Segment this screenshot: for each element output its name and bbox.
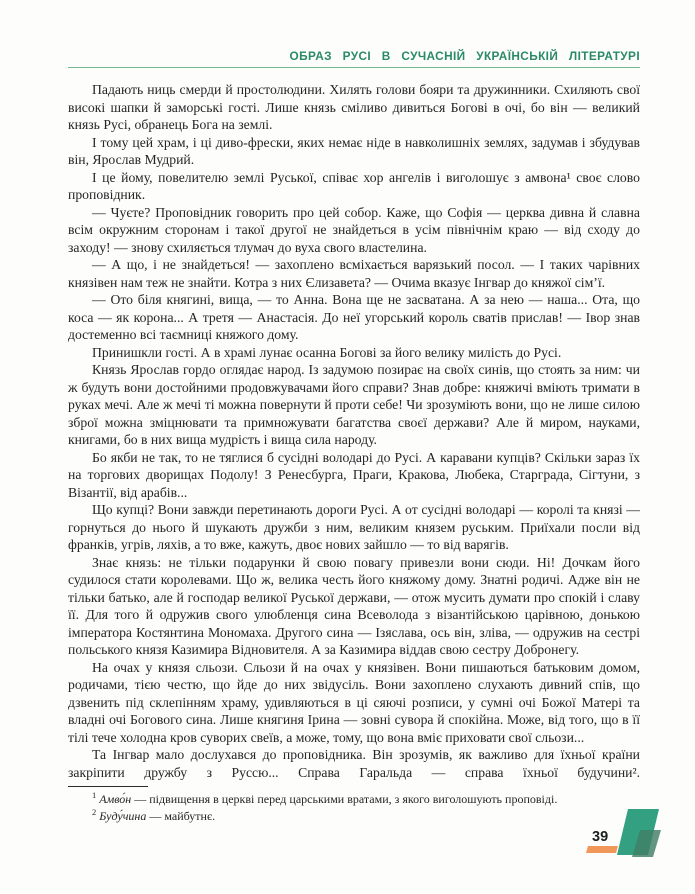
paragraph: На очах у князя сльози. Сльози й на очах у князівен. Вони пишаються батьковим домом, родичами, тією честю, що йде до них звідусіль. Вони захоплено слухають дивний спів, що дзвенить під склепінням храму, удивляються в ці сяючі розписи, у сумні очі Божої Матері та владні очі Богового сина. Лише княгиня Ірина — зовні сувора й спокійна. Може, від того, що в її тілі тече холодна кров суворих свеїв, а може, тому, що вона вміє приховати свої сльози...	[68, 659, 640, 745]
paragraph: І це йому, повелителю землі Руської, співає хор ангелів і виголошує з амвона¹ своє слово проповідник.	[68, 169, 640, 202]
footnote-marker: 1	[92, 790, 97, 800]
footnote-marker: 2	[92, 806, 97, 817]
footnote-separator	[68, 786, 148, 787]
running-header-title: ОБРАЗ РУСІ В СУЧАСНІЙ УКРАЇНСЬКІЙ ЛІТЕРАТУРІ	[289, 49, 640, 63]
footnote-term: Амво́н	[99, 792, 132, 806]
paragraph: — Чуєте? Проповідник говорить про цей собор. Каже, що Софія — церква дивна й славна всім окружним сторонам і такої другої не знайдеться в усім північнім краю — від сходу до заходу! — знову схиляється тлумач до вуха свого властелина.	[68, 204, 640, 255]
orange-bar-shape	[586, 846, 618, 853]
footnote-text: — підвищення в церкві перед царськими вратами, з якого виголошують проповіді.	[134, 792, 558, 806]
page-number: 39	[592, 829, 609, 845]
paragraph: Князь Ярослав гордо оглядає народ. Із задумою позирає на своїх синів, що стоять за ним: чи ж будуть вони достойними продовжувачами його справи? Знав добре: княжичі вміють тримати в руках мечі. Але ж мечі ті можна повернути й проти себе! Чи зрозуміють вони, що не лише силою зброї можна зміцнювати та примножувати багатства своєї держави? Але й миром, науками, книгами, бо в них вища мудрість і вища сила народу.	[68, 362, 640, 447]
paragraph: Падають ниць смерди й простолюдини. Хилять голови бояри та дружинники. Схиляють свої високі шапки й заморські гості. Лише князь сміливо дивиться Богові в очі, бо він — великий князь Русі, обранець Бога на землі.	[68, 82, 640, 132]
paragraph: І тому цей храм, і ці диво-фрески, яких немає ніде в навколишніх землях, задумав і збудував він, Ярослав Мудрий.	[68, 134, 640, 167]
header-rule	[68, 67, 640, 68]
paragraph: Принишкли гості. А в храмі лунає осанна Богові за його велику милість до Русі.	[92, 344, 562, 360]
paragraph: Що купці? Вони завжди перетинають дороги Русі. А от сусідні володарі — королі та князі — горнуться до нього й шукають дружби з ним, великим князем руським. Приїхали посли від франків, угрів, ляхів, а то вже, кажуть, двоє нових зайшло — то від варягів.	[68, 502, 640, 552]
footnote	[68, 808, 640, 825]
paragraph: Знає князь: не тільки подарунки й свою повагу привезли вони сюди. Ні! Дочкам його судилося стати королевами. Що ж, велика честь його княжому дому. Знатні родичі. Адже він не тільки батько, але й господар великої Руської держави, — отож мусить думати про спокій і славу її. Для того й одружив свого улюбленця сина Всеволода з візантійською царівною, донькою імператора Костянтина Мономаха. Другого сина — Ізяслава, ось він, зліва, — одружив на сестрі польського князя Казимира Відновителя. А за Казимира віддав свою сестру Добронегу.	[68, 554, 640, 657]
paragraph: — Ото біля княгині, вища, — то Анна. Вона ще не засватана. А за нею — наша... Ота, що коса — як корона... А третя — Анастасія. До неї угорський король сватів прислав! — Івор знав достеменно всі таємниці княжого дому.	[68, 292, 640, 342]
paragraph: Бо якби не так, то не тяглися б сусідні володарі до Русі. А каравани купців? Скільки зараз їх на торгових дворищах Подолу! З Ренесбурга, Праги, Кракова, Любека, Старграда, Сігтуни, з Візантії, від арабів...	[68, 449, 640, 500]
footnotes-section	[68, 786, 640, 824]
page-corner	[580, 800, 695, 870]
footnote-term: Буду́чина	[99, 808, 147, 823]
paragraph: Та Інгвар мало дослухався до проповідника. Він зрозумів, як важливо для їхньої країни закріпити дружбу з Руссю... Справа Гаральда — справа їхньої будучини².	[68, 747, 640, 780]
article-body	[68, 81, 640, 781]
footnote-text: — майбутнє.	[149, 808, 216, 823]
footnote	[68, 791, 640, 808]
paragraph: — А що, і не знайдеться! — захоплено всміхається варязький посол. — І таких чарівних князівен нам теж не знайти. Котра з них Єлизавета? — Очима вказує Інгвар до княжої сім’ї.	[68, 257, 640, 290]
page-header	[68, 49, 640, 68]
